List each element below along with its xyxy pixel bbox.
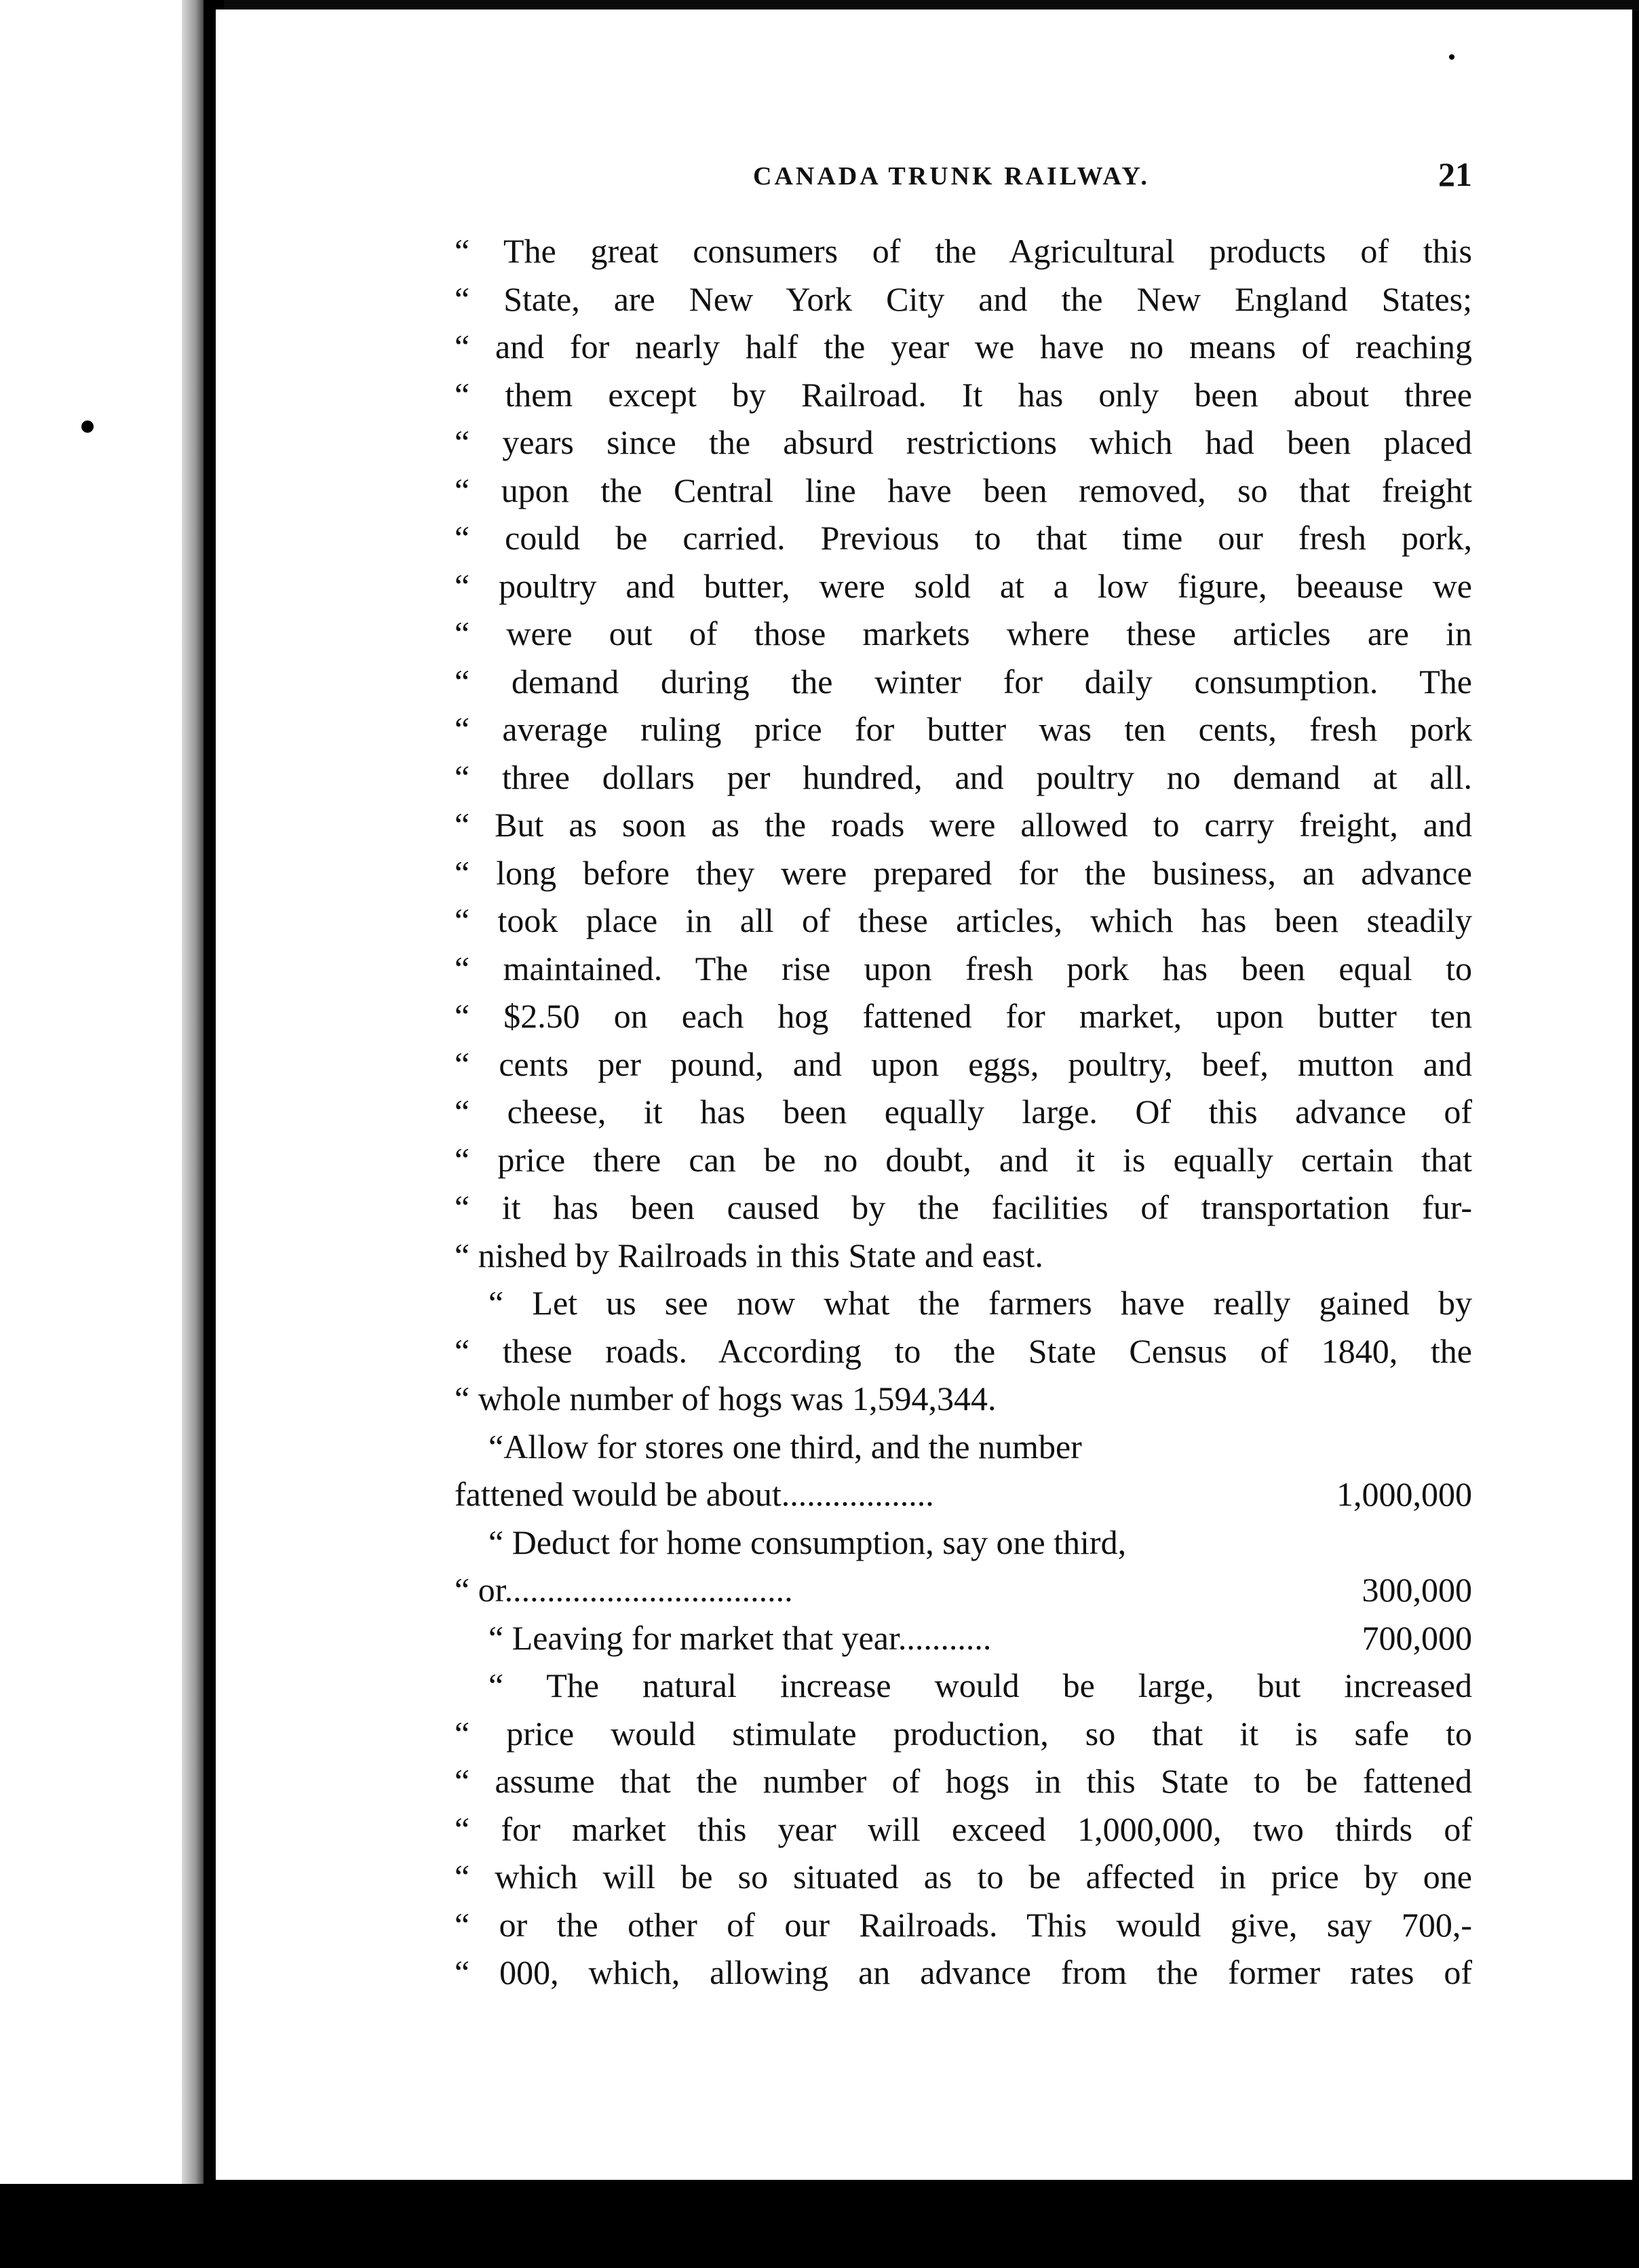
text-line: “ assume that the number of hogs in this State to be fattened (455, 1762, 1472, 1800)
text-line: “ it has been caused by the facilities of transportation fur- (455, 1188, 1472, 1226)
running-head-title: CANADA TRUNK RAILWAY. (753, 162, 1150, 191)
table-row-value: 300,000 (1362, 1571, 1472, 1609)
text-line: “ these roads. According to the State Census of 1840, the (455, 1331, 1472, 1370)
text-line: “ price there can be no doubt, and it is equally certain that (455, 1140, 1472, 1179)
table-row-value: 700,000 (1362, 1618, 1472, 1657)
scan-bottom-border (0, 2184, 1639, 2268)
text-line: “ and for nearly half the year we have no means of reaching (455, 328, 1472, 366)
text-line: “ But as soon as the roads were allowed to carry freight, and (455, 806, 1472, 844)
text-line: “ poultry and butter, were sold at a low figure, beeause we (455, 566, 1472, 605)
text-line: “ The natural increase would be large, but increased (488, 1666, 1472, 1704)
text-line: “ 000, which, allowing an advance from the former rates of (455, 1953, 1472, 1991)
text-line: “Allow for stores one third, and the number (488, 1427, 1082, 1466)
text-line: “ could be carried. Previous to that time our fresh pork, (455, 519, 1472, 557)
text-line: “ were out of those markets where these articles are in (455, 614, 1472, 652)
text-line: “ demand during the winter for daily consumption. The (455, 662, 1472, 701)
running-header (712, 155, 1472, 195)
text-line: “ which will be so situated as to be affected in price by one (455, 1858, 1472, 1896)
text-line: “ Let us see now what the farmers have really gained by (488, 1284, 1472, 1322)
text-line: “ $2.50 on each hog fattened for market, upon butter ten (455, 997, 1472, 1035)
text-line: “ upon the Central line have been removed, so that freight (455, 471, 1472, 509)
table-row (455, 1566, 1472, 1614)
page-number: 21 (1438, 155, 1472, 193)
text-line: “ nished by Railroads in this State and east. (455, 1236, 1043, 1274)
text-line: “ The great consumers of the Agricultural products of this (455, 232, 1472, 270)
table-row-value: 1,000,000 (1336, 1475, 1472, 1513)
text-line: “ them except by Railroad. It has only been about three (455, 375, 1472, 414)
text-line: “ cents per pound, and upon eggs, poultry, beef, mutton and (455, 1044, 1472, 1083)
table-row-label: “ Leaving for market that year........... (488, 1618, 992, 1657)
text-line: “ State, are New York City and the New England States; (455, 279, 1472, 318)
page-body (455, 227, 1472, 1997)
text-line: “ cheese, it has been equally large. Of this advance of (455, 1093, 1472, 1131)
text-line: “ for market this year will exceed 1,000,000, two thirds of (455, 1810, 1472, 1848)
table-row-label: “ or.................................. (455, 1571, 793, 1609)
text-line: “ years since the absurd restrictions which had been placed (455, 423, 1472, 461)
text-line: “ price would stimulate production, so that it is safe to (455, 1714, 1472, 1753)
facing-page-edge (0, 0, 204, 2268)
text-line: “ took place in all of these articles, which has been steadily (455, 901, 1472, 939)
text-line: “ three dollars per hundred, and poultry no demand at all. (455, 758, 1472, 796)
text-line: “ Deduct for home consumption, say one third, (488, 1523, 1127, 1561)
ink-speck (81, 421, 94, 433)
table-row-label: fattened would be about.................. (455, 1475, 934, 1513)
ink-speck (1449, 54, 1454, 60)
table-row (455, 1614, 1472, 1662)
text-line: “ long before they were prepared for the business, an advance (455, 853, 1472, 892)
table-row (455, 1470, 1472, 1519)
text-line: “ or the other of our Railroads. This would give, say 700,- (455, 1905, 1472, 1944)
text-line: “ whole number of hogs was 1,594,344. (455, 1380, 997, 1418)
text-line: “ maintained. The rise upon fresh pork has been equal to (455, 949, 1472, 988)
text-line: “ average ruling price for butter was ten cents, fresh pork (455, 710, 1472, 748)
